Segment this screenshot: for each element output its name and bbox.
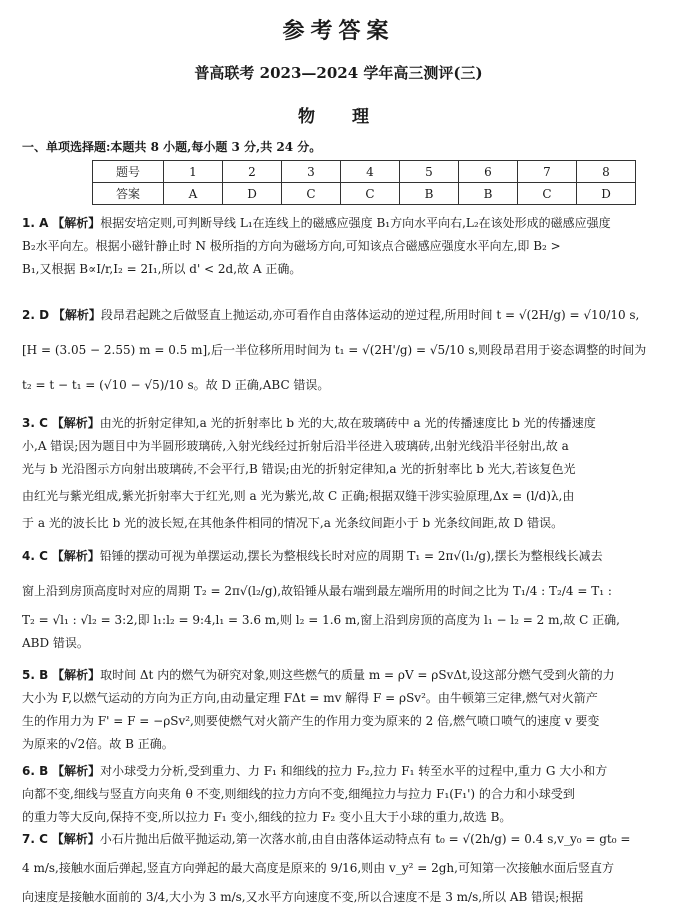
explanation-text: 段昂君起跳之后做竖直上抛运动,亦可看作自由落体运动的逆过程,所用时间 t = √(2H/g) = √10/10 s, (100, 308, 640, 322)
explanation-line: t₂ = t − t₁ = (√10 − √5)/10 s。故 D 正确,ABC 错误。 (22, 378, 330, 392)
explanation-line: 由红光与紫光组成,紫光折射率大于红光,则 a 光为紫光,故 C 正确;根据双缝干涉实验原理,Δx = (l/d)λ,由 (22, 489, 575, 503)
answer-table (92, 160, 636, 205)
answer-cell: B (459, 183, 518, 205)
row-label-number: 题号 (93, 161, 164, 183)
explanation-item-6 (22, 760, 657, 829)
explanation-line: [H = (3.05 − 2.55) m = 0.5 m],后一半位移所用时间为 t₁ = √(2H'/g) = √5/10 s,则段昂君用于姿态调整的时间为 (22, 343, 647, 357)
question-number: 8 (577, 161, 636, 183)
analysis-tag: 【解析】 (51, 832, 100, 846)
explanation-item-5 (22, 664, 657, 756)
explanation-item-3 (22, 412, 657, 535)
section-heading: 一、单项选择题:本题共 8 小题,每小题 3 分,共 24 分。 (22, 140, 322, 154)
analysis-tag: 【解析】 (52, 764, 101, 778)
row-label-answer: 答案 (93, 183, 164, 205)
explanation-line (22, 545, 657, 568)
explanation-line (22, 412, 657, 435)
explanation-text: 铅锤的摆动可视为单摆运动,摆长为整根线长时对应的周期 T₁ = 2π√(l₁/g),摆长为整根线长减去 (99, 549, 603, 563)
analysis-tag: 【解析】 (52, 216, 101, 230)
explanation-line: 4 m/s,接触水面后弹起,竖直方向弹起的最大高度是原来的 9/16,则由 v_y² = 2gh,可知第一次接触水面后竖直方 (22, 861, 614, 875)
explanation-item-1 (22, 212, 657, 281)
explanation-line (22, 664, 657, 687)
explanation-line: 为原来的√2倍。故 B 正确。 (22, 737, 174, 751)
item-number: 7. C (22, 832, 48, 846)
question-number: 5 (400, 161, 459, 183)
item-number: 1. A (22, 216, 49, 230)
answer-cell: C (282, 183, 341, 205)
explanation-text: 根据安培定则,可判断导线 L₁在连线上的磁感应强度 B₁方向水平向右,L₂在该处形成的磁感应强度 (100, 216, 611, 230)
explanation-line: 光与 b 光沿图示方向射出玻璃砖,不会平行,B 错误;由光的折射定律知,a 光的折射率比 b 光大,若该复色光 (22, 462, 576, 476)
explanation-line (22, 304, 657, 327)
table-row-answers (93, 183, 636, 205)
explanation-line: B₂水平向左。根据小磁针静止时 N 极所指的方向为磁场方向,可知该点合磁感应强度水平向左,即 B₂ > (22, 239, 561, 253)
question-number: 2 (223, 161, 282, 183)
table-row-numbers (93, 161, 636, 183)
explanation-text: 对小球受力分析,受到重力、力 F₁ 和细线的拉力 F₂,拉力 F₁ 转至水平的过程中,重力 G 大小和方 (100, 764, 608, 778)
answer-cell: B (400, 183, 459, 205)
explanation-line: 向速度是接触水面前的 3/4,大小为 3 m/s,又水平方向速度不变,所以合速度不是 3 m/s,所以 AB 错误;根据 (22, 890, 584, 904)
explanation-text: 取时间 Δt 内的燃气为研究对象,则这些燃气的质量 m = ρV = ρSvΔt,设这部分燃气受到火箭的力 (100, 668, 615, 682)
explanation-line (22, 828, 657, 851)
answer-cell: C (341, 183, 400, 205)
item-number: 5. B (22, 668, 49, 682)
page-title: 参考答案 (282, 18, 395, 44)
explanation-line (22, 212, 657, 235)
analysis-tag: 【解析】 (52, 308, 101, 322)
explanation-line: 大小为 F,以燃气运动的方向为正方向,由动量定理 FΔt = mv 解得 F = ρSv²。由牛顿第三定律,燃气对火箭产 (22, 691, 598, 705)
explanation-line: 向都不变,细线与竖直方向夹角 θ 不变,则细线的拉力方向不变,细绳拉力与拉力 F₁(F₁') 的合力和小球受到 (22, 787, 575, 801)
explanation-line: ABD 错误。 (22, 636, 89, 650)
question-number: 6 (459, 161, 518, 183)
explanation-text: 小石片抛出后做平抛运动,第一次落水前,由自由落体运动特点有 t₀ = √(2h/g) = 0.4 s,v_y₀ = gt₀ = (99, 832, 631, 846)
explanation-line: T₂ = √l₁ : √l₂ = 3:2,即 l₁:l₂ = 9:4,l₁ = 3.6 m,则 l₂ = 1.6 m,窗上沿到房顶的高度为 l₁ − l₂ = 2 m,故 C 正确, (22, 613, 620, 627)
question-number: 4 (341, 161, 400, 183)
analysis-tag: 【解析】 (51, 416, 100, 430)
analysis-tag: 【解析】 (51, 549, 100, 563)
explanation-line (22, 760, 657, 783)
explanation-item-4 (22, 545, 657, 655)
explanation-line: 的重力等大反向,保持不变,所以拉力 F₁ 变小,细线的拉力 F₂ 变小且大于小球的重力,故选 B。 (22, 810, 512, 824)
analysis-tag: 【解析】 (52, 668, 101, 682)
question-number: 3 (282, 161, 341, 183)
item-number: 6. B (22, 764, 49, 778)
exam-name: 普高联考 2023—2024 学年高三测评(三) (194, 64, 483, 82)
question-number: 1 (164, 161, 223, 183)
answer-cell: D (577, 183, 636, 205)
question-number: 7 (518, 161, 577, 183)
explanation-line: 窗上沿到房顶高度时对应的周期 T₂ = 2π√(l₂/g),故铅锤从最右端到最左端所用的时间之比为 T₁/4 : T₂/4 = T₁ : (22, 584, 612, 598)
explanation-line: B₁,又根据 B∝I/r,I₂ = 2I₁,所以 d' < 2d,故 A 正确。 (22, 262, 302, 276)
subject-name: 物 理 (298, 107, 379, 127)
explanation-text: 由光的折射定律知,a 光的折射率比 b 光的大,故在玻璃砖中 a 光的传播速度比 b 光的传播速度 (99, 416, 596, 430)
item-number: 3. C (22, 416, 48, 430)
explanation-item-2 (22, 304, 657, 397)
explanation-line: 于 a 光的波长比 b 光的波长短,在其他条件相同的情况下,a 光条纹间距小于 b 光条纹间距,故 D 错误。 (22, 516, 564, 530)
explanation-item-7 (22, 828, 657, 909)
answer-cell: A (164, 183, 223, 205)
item-number: 2. D (22, 308, 50, 322)
answer-cell: C (518, 183, 577, 205)
answer-cell: D (223, 183, 282, 205)
explanation-line: 生的作用力为 F' = F = −ρSv²,则要使燃气对火箭产生的作用力变为原来的 2 倍,燃气喷口喷气的速度 v 要变 (22, 714, 600, 728)
item-number: 4. C (22, 549, 48, 563)
explanation-line: 小,A 错误;因为题目中为半圆形玻璃砖,入射光线经过折射后沿半径进入玻璃砖,出射光线沿半径射出,故 a (22, 439, 569, 453)
